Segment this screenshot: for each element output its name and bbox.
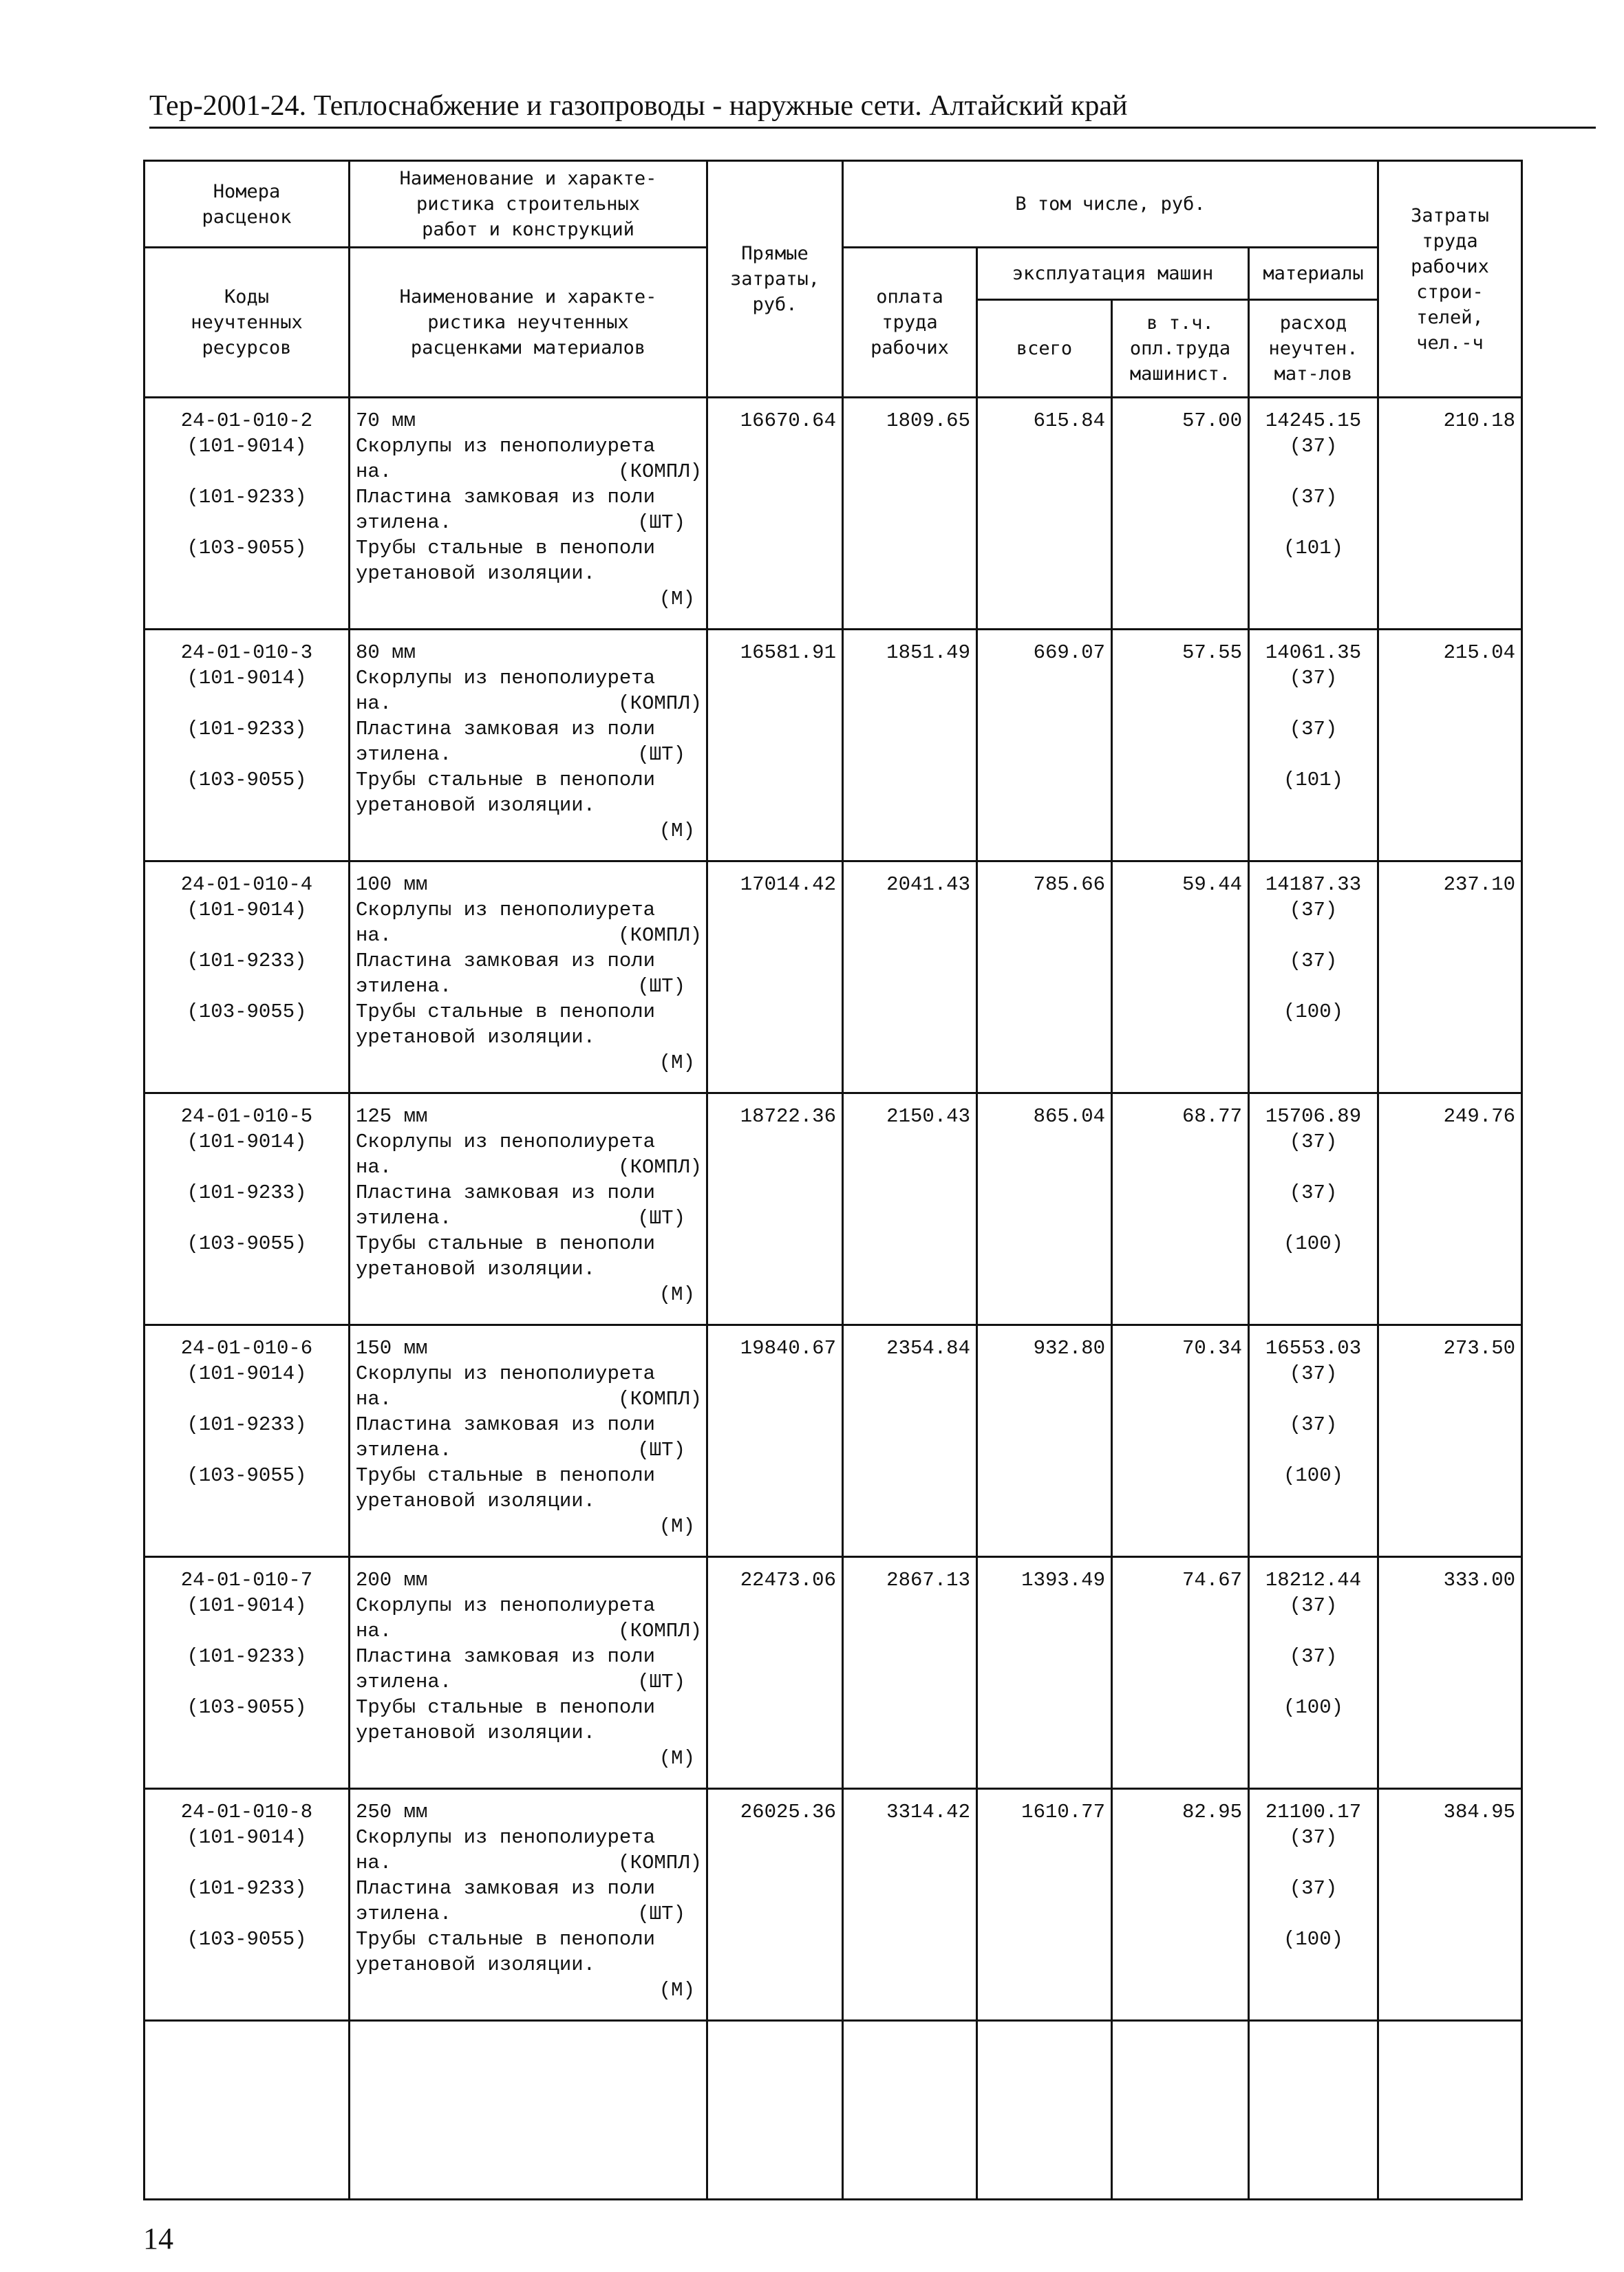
spacer bbox=[145, 1155, 348, 1180]
spacer bbox=[145, 923, 348, 948]
resource-code: (103-9055) bbox=[186, 1696, 307, 1719]
materials-cell bbox=[1249, 1789, 1378, 2021]
machinist-wages-value: 82.95 bbox=[1112, 1789, 1249, 2021]
pipe-size: 150 мм bbox=[356, 1337, 428, 1360]
wages-value: 1851.49 bbox=[843, 630, 977, 861]
wages-value: 1809.65 bbox=[843, 398, 977, 630]
rates-table bbox=[143, 160, 1523, 2200]
materials-value: 18212.44 bbox=[1265, 1569, 1362, 1592]
spacer bbox=[145, 1437, 348, 1463]
resource-code: (101-9014) bbox=[186, 1594, 307, 1617]
material-name: Трубы стальные в пенополи bbox=[356, 769, 656, 791]
description-cell bbox=[350, 398, 707, 630]
material-qty: (37) bbox=[1289, 667, 1338, 689]
labor-value: 384.95 bbox=[1378, 1789, 1522, 2021]
material-qty: (37) bbox=[1289, 1130, 1338, 1153]
spacer bbox=[145, 1386, 348, 1412]
material-name: Пластина замковая из поли bbox=[356, 1877, 656, 1900]
material-line bbox=[356, 510, 702, 535]
header-unaccounted-materials: расход неучтен. мат-лов bbox=[1249, 300, 1378, 398]
unit-label: (М) bbox=[659, 1051, 695, 1074]
machinist-wages-value: 68.77 bbox=[1112, 1093, 1249, 1325]
direct-cost-value: 17014.42 bbox=[707, 861, 843, 1093]
description-cell bbox=[350, 630, 707, 861]
spacer bbox=[145, 510, 348, 535]
spacer bbox=[145, 1850, 348, 1876]
machines-total-value: 615.84 bbox=[977, 398, 1112, 630]
material-qty: (100) bbox=[1283, 1696, 1344, 1719]
material-qty: (37) bbox=[1289, 486, 1338, 508]
material-name: Скорлупы из пенополиурета bbox=[356, 667, 656, 689]
empty-cell bbox=[707, 2021, 843, 2200]
resource-code: (101-9233) bbox=[186, 1181, 307, 1204]
empty-cell bbox=[1112, 2021, 1249, 2200]
empty-cell bbox=[350, 2021, 707, 2200]
labor-value: 210.18 bbox=[1378, 398, 1522, 630]
material-qty: (37) bbox=[1289, 1645, 1338, 1668]
direct-cost-value: 16581.91 bbox=[707, 630, 843, 861]
pipe-size: 250 мм bbox=[356, 1801, 428, 1823]
empty-cell bbox=[145, 2021, 350, 2200]
direct-cost-value: 18722.36 bbox=[707, 1093, 843, 1325]
machinist-wages-value: 74.67 bbox=[1112, 1557, 1249, 1789]
resource-code: (103-9055) bbox=[186, 537, 307, 559]
header-direct-costs: Прямые затраты, руб. bbox=[707, 161, 843, 398]
material-name: Пластина замковая из поли bbox=[356, 1645, 656, 1668]
direct-cost-value: 19840.67 bbox=[707, 1325, 843, 1557]
material-qty: (101) bbox=[1283, 537, 1344, 559]
spacer bbox=[1250, 1901, 1377, 1927]
wages-value: 2041.43 bbox=[843, 861, 977, 1093]
material-qty: (101) bbox=[1283, 769, 1344, 791]
material-name-cont: на. bbox=[356, 692, 392, 715]
unit-label: (КОМПЛ) bbox=[618, 924, 702, 947]
wages-value: 2867.13 bbox=[843, 1557, 977, 1789]
material-line bbox=[356, 691, 702, 716]
direct-cost-value: 26025.36 bbox=[707, 1789, 843, 2021]
description-cell bbox=[350, 861, 707, 1093]
material-name: Пластина замковая из поли bbox=[356, 950, 656, 972]
unit-label: (ШТ) bbox=[637, 743, 685, 766]
material-line bbox=[356, 1669, 702, 1695]
material-qty: (37) bbox=[1289, 718, 1338, 740]
material-qty: (37) bbox=[1289, 1594, 1338, 1617]
material-qty: (37) bbox=[1289, 1362, 1338, 1385]
codes-cell bbox=[145, 1557, 350, 1789]
labor-value: 249.76 bbox=[1378, 1093, 1522, 1325]
machines-total-value: 1393.49 bbox=[977, 1557, 1112, 1789]
spacer bbox=[145, 459, 348, 484]
resource-code: (103-9055) bbox=[186, 1000, 307, 1023]
spacer bbox=[1250, 1618, 1377, 1644]
material-name: Скорлупы из пенополиурета bbox=[356, 1594, 656, 1617]
pipe-size: 200 мм bbox=[356, 1569, 428, 1592]
labor-value: 215.04 bbox=[1378, 630, 1522, 861]
material-name-cont: этилена. bbox=[356, 743, 452, 766]
direct-cost-value: 22473.06 bbox=[707, 1557, 843, 1789]
material-name-cont: этилена. bbox=[356, 1671, 452, 1693]
resource-code: (101-9014) bbox=[186, 1826, 307, 1849]
material-line bbox=[356, 1155, 702, 1180]
description-cell bbox=[350, 1789, 707, 2021]
material-name: Трубы стальные в пенополи bbox=[356, 1232, 656, 1255]
unit-label: (ШТ) bbox=[637, 975, 685, 998]
spacer bbox=[1250, 1205, 1377, 1231]
material-line bbox=[356, 1437, 702, 1463]
material-line bbox=[356, 742, 702, 767]
description-cell bbox=[350, 1557, 707, 1789]
material-qty: (37) bbox=[1289, 1877, 1338, 1900]
material-name-cont: на. bbox=[356, 1388, 392, 1411]
rate-code: 24-01-010-4 bbox=[180, 873, 313, 896]
direct-cost-value: 16670.64 bbox=[707, 398, 843, 630]
materials-cell bbox=[1249, 861, 1378, 1093]
spacer bbox=[1250, 459, 1377, 484]
spacer bbox=[145, 1205, 348, 1231]
material-name: Пластина замковая из поли bbox=[356, 486, 656, 508]
material-name: Скорлупы из пенополиурета bbox=[356, 899, 656, 921]
header-labor: Затраты труда рабочих строи- телей, чел.-ч bbox=[1378, 161, 1522, 398]
unit-label: (КОМПЛ) bbox=[618, 1852, 702, 1874]
labor-value: 333.00 bbox=[1378, 1557, 1522, 1789]
material-line bbox=[356, 974, 702, 999]
header-materials: материалы bbox=[1249, 248, 1378, 300]
material-name-cont: этилена. bbox=[356, 1903, 452, 1925]
resource-code: (101-9233) bbox=[186, 950, 307, 972]
material-qty: (37) bbox=[1289, 899, 1338, 921]
spacer bbox=[145, 1618, 348, 1644]
material-name-cont: уретановой изоляции. bbox=[356, 1258, 596, 1280]
material-name: Скорлупы из пенополиурета bbox=[356, 435, 656, 458]
unit-label: (М) bbox=[659, 588, 695, 610]
spacer bbox=[1250, 742, 1377, 767]
table-row bbox=[145, 1325, 1522, 1557]
resource-code: (103-9055) bbox=[186, 1464, 307, 1487]
material-name-cont: уретановой изоляции. bbox=[356, 1953, 596, 1976]
spacer bbox=[1250, 1669, 1377, 1695]
material-line bbox=[356, 923, 702, 948]
table-row bbox=[145, 398, 1522, 630]
machinist-wages-value: 59.44 bbox=[1112, 861, 1249, 1093]
wages-value: 2150.43 bbox=[843, 1093, 977, 1325]
resource-code: (101-9014) bbox=[186, 667, 307, 689]
material-name-cont: уретановой изоляции. bbox=[356, 1490, 596, 1512]
resource-code: (101-9233) bbox=[186, 1877, 307, 1900]
rate-code: 24-01-010-3 bbox=[180, 641, 313, 664]
unit-label: (КОМПЛ) bbox=[618, 460, 702, 483]
material-line bbox=[356, 1386, 702, 1412]
material-name: Трубы стальные в пенополи bbox=[356, 537, 656, 559]
page-title: Тер-2001-24. Теплоснабжение и газопроводы - наружные сети. Алтайский край bbox=[149, 90, 1128, 122]
resource-code: (101-9233) bbox=[186, 718, 307, 740]
wages-value: 3314.42 bbox=[843, 1789, 977, 2021]
spacer bbox=[145, 691, 348, 716]
spacer bbox=[1250, 510, 1377, 535]
spacer bbox=[145, 974, 348, 999]
rate-code: 24-01-010-6 bbox=[180, 1337, 313, 1360]
material-name: Трубы стальные в пенополи bbox=[356, 1464, 656, 1487]
resource-code: (101-9233) bbox=[186, 1645, 307, 1668]
spacer bbox=[145, 1901, 348, 1927]
material-name: Скорлупы из пенополиурета bbox=[356, 1362, 656, 1385]
material-name-cont: этилена. bbox=[356, 511, 452, 534]
title-rule bbox=[149, 127, 1596, 129]
unit-label: (ШТ) bbox=[637, 1207, 685, 1230]
unit-label: (ШТ) bbox=[637, 1439, 685, 1461]
pipe-size: 100 мм bbox=[356, 873, 428, 896]
material-name: Трубы стальные в пенополи bbox=[356, 1000, 656, 1023]
materials-cell bbox=[1249, 630, 1378, 861]
codes-cell bbox=[145, 398, 350, 630]
header-resource-codes: Коды неучтенных ресурсов bbox=[145, 248, 350, 398]
table-row bbox=[145, 1093, 1522, 1325]
material-name-cont: уретановой изоляции. bbox=[356, 562, 596, 585]
rate-code: 24-01-010-2 bbox=[180, 409, 313, 432]
header-machinist-wages: в т.ч. опл.труда машинист. bbox=[1112, 300, 1249, 398]
machines-total-value: 865.04 bbox=[977, 1093, 1112, 1325]
materials-value: 15706.89 bbox=[1265, 1105, 1362, 1128]
material-name: Пластина замковая из поли bbox=[356, 718, 656, 740]
machines-total-value: 669.07 bbox=[977, 630, 1112, 861]
unit-label: (КОМПЛ) bbox=[618, 1388, 702, 1411]
pipe-size: 70 мм bbox=[356, 409, 416, 432]
spacer bbox=[1250, 1155, 1377, 1180]
machinist-wages-value: 57.55 bbox=[1112, 630, 1249, 861]
material-name-cont: этилена. bbox=[356, 1207, 452, 1230]
unit-label: (КОМПЛ) bbox=[618, 1156, 702, 1179]
material-name-cont: на. bbox=[356, 460, 392, 483]
material-qty: (100) bbox=[1283, 1232, 1344, 1255]
material-name-cont: на. bbox=[356, 1156, 392, 1179]
header-row-1 bbox=[145, 161, 1522, 248]
empty-cell bbox=[1249, 2021, 1378, 2200]
rate-code: 24-01-010-8 bbox=[180, 1801, 313, 1823]
spacer bbox=[1250, 923, 1377, 948]
codes-cell bbox=[145, 1789, 350, 2021]
material-qty: (37) bbox=[1289, 1413, 1338, 1436]
resource-code: (101-9233) bbox=[186, 1413, 307, 1436]
unit-label: (М) bbox=[659, 819, 695, 842]
material-qty: (37) bbox=[1289, 1826, 1338, 1849]
machines-total-value: 932.80 bbox=[977, 1325, 1112, 1557]
header-machines: эксплуатация машин bbox=[977, 248, 1249, 300]
resource-code: (103-9055) bbox=[186, 769, 307, 791]
material-name: Трубы стальные в пенополи bbox=[356, 1928, 656, 1951]
resource-code: (101-9014) bbox=[186, 1130, 307, 1153]
codes-cell bbox=[145, 1325, 350, 1557]
material-name-cont: этилена. bbox=[356, 975, 452, 998]
resource-code: (101-9014) bbox=[186, 435, 307, 458]
spacer bbox=[1250, 691, 1377, 716]
material-qty: (100) bbox=[1283, 1464, 1344, 1487]
header-machines-total: всего bbox=[977, 300, 1112, 398]
description-cell bbox=[350, 1325, 707, 1557]
rate-code: 24-01-010-7 bbox=[180, 1569, 313, 1592]
resource-code: (101-9233) bbox=[186, 486, 307, 508]
material-name: Скорлупы из пенополиурета bbox=[356, 1826, 656, 1849]
material-name: Пластина замковая из поли bbox=[356, 1181, 656, 1204]
material-qty: (100) bbox=[1283, 1000, 1344, 1023]
material-qty: (37) bbox=[1289, 435, 1338, 458]
resource-code: (101-9014) bbox=[186, 899, 307, 921]
materials-value: 14187.33 bbox=[1265, 873, 1362, 896]
material-name-cont: уретановой изоляции. bbox=[356, 794, 596, 817]
table-row bbox=[145, 1557, 1522, 1789]
materials-value: 14061.35 bbox=[1265, 641, 1362, 664]
rate-code: 24-01-010-5 bbox=[180, 1105, 313, 1128]
unit-label: (КОМПЛ) bbox=[618, 1620, 702, 1642]
material-name-cont: на. bbox=[356, 924, 392, 947]
empty-row bbox=[145, 2021, 1522, 2200]
spacer bbox=[1250, 1437, 1377, 1463]
labor-value: 273.50 bbox=[1378, 1325, 1522, 1557]
machinist-wages-value: 70.34 bbox=[1112, 1325, 1249, 1557]
materials-value: 16553.03 bbox=[1265, 1337, 1362, 1360]
table-row bbox=[145, 1789, 1522, 2021]
materials-value: 21100.17 bbox=[1265, 1801, 1362, 1823]
materials-cell bbox=[1249, 1325, 1378, 1557]
spacer bbox=[1250, 974, 1377, 999]
material-line bbox=[356, 1901, 702, 1927]
codes-cell bbox=[145, 861, 350, 1093]
materials-cell bbox=[1249, 1557, 1378, 1789]
labor-value: 237.10 bbox=[1378, 861, 1522, 1093]
material-line bbox=[356, 1205, 702, 1231]
material-name-cont: уретановой изоляции. bbox=[356, 1722, 596, 1744]
materials-value: 14245.15 bbox=[1265, 409, 1362, 432]
machines-total-value: 785.66 bbox=[977, 861, 1112, 1093]
unit-label: (КОМПЛ) bbox=[618, 692, 702, 715]
unit-label: (ШТ) bbox=[637, 511, 685, 534]
material-name: Пластина замковая из поли bbox=[356, 1413, 656, 1436]
table-row bbox=[145, 630, 1522, 861]
material-qty: (100) bbox=[1283, 1928, 1344, 1951]
description-cell bbox=[350, 1093, 707, 1325]
pipe-size: 125 мм bbox=[356, 1105, 428, 1128]
material-name: Трубы стальные в пенополи bbox=[356, 1696, 656, 1719]
machinist-wages-value: 57.00 bbox=[1112, 398, 1249, 630]
spacer bbox=[1250, 1386, 1377, 1412]
empty-cell bbox=[977, 2021, 1112, 2200]
header-including: В том числе, руб. bbox=[843, 161, 1378, 248]
material-name: Скорлупы из пенополиурета bbox=[356, 1130, 656, 1153]
material-line bbox=[356, 459, 702, 484]
material-name-cont: на. bbox=[356, 1620, 392, 1642]
spacer bbox=[1250, 1850, 1377, 1876]
material-qty: (37) bbox=[1289, 950, 1338, 972]
unit-label: (ШТ) bbox=[637, 1903, 685, 1925]
resource-code: (101-9014) bbox=[186, 1362, 307, 1385]
material-name-cont: уретановой изоляции. bbox=[356, 1026, 596, 1049]
wages-value: 2354.84 bbox=[843, 1325, 977, 1557]
unit-label: (ШТ) bbox=[637, 1671, 685, 1693]
header-wages: оплата труда рабочих bbox=[843, 248, 977, 398]
material-name-cont: этилена. bbox=[356, 1439, 452, 1461]
header-work-name: Наименование и характе- ристика строительных работ и конструкций bbox=[350, 161, 707, 248]
material-line bbox=[356, 1850, 702, 1876]
table-row bbox=[145, 861, 1522, 1093]
resource-code: (103-9055) bbox=[186, 1928, 307, 1951]
machines-total-value: 1610.77 bbox=[977, 1789, 1112, 2021]
codes-cell bbox=[145, 630, 350, 861]
header-rate-numbers: Номера расценок bbox=[145, 161, 350, 248]
spacer bbox=[145, 742, 348, 767]
empty-cell bbox=[843, 2021, 977, 2200]
materials-cell bbox=[1249, 1093, 1378, 1325]
codes-cell bbox=[145, 1093, 350, 1325]
empty-cell bbox=[1378, 2021, 1522, 2200]
material-qty: (37) bbox=[1289, 1181, 1338, 1204]
pipe-size: 80 мм bbox=[356, 641, 416, 664]
unit-label: (М) bbox=[659, 1747, 695, 1770]
page-number: 14 bbox=[143, 2222, 173, 2255]
spacer bbox=[145, 1669, 348, 1695]
materials-cell bbox=[1249, 398, 1378, 630]
resource-code: (103-9055) bbox=[186, 1232, 307, 1255]
header-material-name: Наименование и характе- ристика неучтенных расценками материалов bbox=[350, 248, 707, 398]
unit-label: (М) bbox=[659, 1283, 695, 1306]
material-line bbox=[356, 1618, 702, 1644]
unit-label: (М) bbox=[659, 1515, 695, 1538]
material-name-cont: на. bbox=[356, 1852, 392, 1874]
unit-label: (М) bbox=[659, 1979, 695, 2002]
